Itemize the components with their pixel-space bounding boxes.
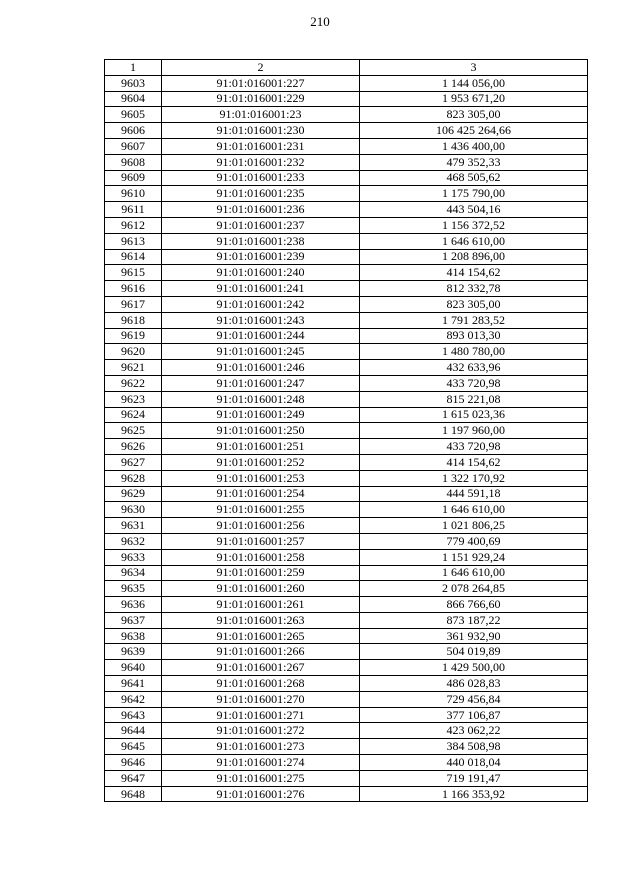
row-index-cell: 9613 <box>105 233 162 249</box>
table-row <box>105 723 588 739</box>
value-cell: 1 436 400,00 <box>360 138 588 154</box>
row-index-cell: 9623 <box>105 391 162 407</box>
row-index-cell: 9604 <box>105 91 162 107</box>
table-row <box>105 533 588 549</box>
table-row <box>105 407 588 423</box>
row-index-cell: 9612 <box>105 217 162 233</box>
row-index-cell: 9641 <box>105 676 162 692</box>
cadastral-number-cell: 91:01:016001:266 <box>162 644 360 660</box>
cadastral-number-cell: 91:01:016001:274 <box>162 755 360 771</box>
value-cell: 1 646 610,00 <box>360 233 588 249</box>
table-row <box>105 502 588 518</box>
table-row <box>105 739 588 755</box>
row-index-cell: 9607 <box>105 138 162 154</box>
value-cell: 1 208 896,00 <box>360 249 588 265</box>
column-header-3: 3 <box>360 60 588 76</box>
cadastral-number-cell: 91:01:016001:260 <box>162 581 360 597</box>
value-cell: 815 221,08 <box>360 391 588 407</box>
table-row <box>105 486 588 502</box>
row-index-cell: 9611 <box>105 202 162 218</box>
value-cell: 414 154,62 <box>360 265 588 281</box>
row-index-cell: 9642 <box>105 691 162 707</box>
cadastral-number-cell: 91:01:016001:247 <box>162 375 360 391</box>
table-row <box>105 75 588 91</box>
table-row <box>105 107 588 123</box>
row-index-cell: 9632 <box>105 533 162 549</box>
row-index-cell: 9617 <box>105 296 162 312</box>
cadastral-number-cell: 91:01:016001:237 <box>162 217 360 233</box>
cadastral-number-cell: 91:01:016001:252 <box>162 454 360 470</box>
row-index-cell: 9614 <box>105 249 162 265</box>
cadastral-number-cell: 91:01:016001:227 <box>162 75 360 91</box>
value-cell: 1 021 806,25 <box>360 518 588 534</box>
value-cell: 873 187,22 <box>360 612 588 628</box>
row-index-cell: 9647 <box>105 770 162 786</box>
value-cell: 1 791 283,52 <box>360 312 588 328</box>
cadastral-number-cell: 91:01:016001:268 <box>162 676 360 692</box>
table-row <box>105 691 588 707</box>
row-index-cell: 9631 <box>105 518 162 534</box>
value-cell: 468 505,62 <box>360 170 588 186</box>
row-index-cell: 9639 <box>105 644 162 660</box>
cadastral-number-cell: 91:01:016001:276 <box>162 786 360 802</box>
cadastral-table <box>104 59 588 802</box>
page-number: 210 <box>310 14 330 29</box>
row-index-cell: 9619 <box>105 328 162 344</box>
cadastral-number-cell: 91:01:016001:248 <box>162 391 360 407</box>
row-index-cell: 9609 <box>105 170 162 186</box>
table-row <box>105 391 588 407</box>
row-index-cell: 9610 <box>105 186 162 202</box>
value-cell: 893 013,30 <box>360 328 588 344</box>
row-index-cell: 9608 <box>105 154 162 170</box>
cadastral-number-cell: 91:01:016001:239 <box>162 249 360 265</box>
row-index-cell: 9628 <box>105 470 162 486</box>
row-index-cell: 9645 <box>105 739 162 755</box>
table-row <box>105 786 588 802</box>
row-index-cell: 9629 <box>105 486 162 502</box>
cadastral-number-cell: 91:01:016001:238 <box>162 233 360 249</box>
table-row <box>105 217 588 233</box>
cadastral-number-cell: 91:01:016001:241 <box>162 281 360 297</box>
cadastral-number-cell: 91:01:016001:267 <box>162 660 360 676</box>
value-cell: 866 766,60 <box>360 597 588 613</box>
table-row <box>105 202 588 218</box>
table-row <box>105 581 588 597</box>
row-index-cell: 9633 <box>105 549 162 565</box>
value-cell: 423 062,22 <box>360 723 588 739</box>
table-row <box>105 91 588 107</box>
value-cell: 1 429 500,00 <box>360 660 588 676</box>
table-row <box>105 597 588 613</box>
table-row <box>105 439 588 455</box>
row-index-cell: 9615 <box>105 265 162 281</box>
table-row <box>105 296 588 312</box>
table-row <box>105 375 588 391</box>
row-index-cell: 9638 <box>105 628 162 644</box>
cadastral-number-cell: 91:01:016001:245 <box>162 344 360 360</box>
cadastral-number-cell: 91:01:016001:230 <box>162 123 360 139</box>
cadastral-number-cell: 91:01:016001:244 <box>162 328 360 344</box>
table-body <box>105 75 588 802</box>
value-cell: 823 305,00 <box>360 296 588 312</box>
row-index-cell: 9624 <box>105 407 162 423</box>
cadastral-number-cell: 91:01:016001:255 <box>162 502 360 518</box>
row-index-cell: 9640 <box>105 660 162 676</box>
table-row <box>105 344 588 360</box>
value-cell: 440 018,04 <box>360 755 588 771</box>
cadastral-number-cell: 91:01:016001:242 <box>162 296 360 312</box>
table-row <box>105 123 588 139</box>
value-cell: 1 156 372,52 <box>360 217 588 233</box>
table-row <box>105 281 588 297</box>
value-cell: 1 197 960,00 <box>360 423 588 439</box>
value-cell: 1 480 780,00 <box>360 344 588 360</box>
cadastral-number-cell: 91:01:016001:261 <box>162 597 360 613</box>
cadastral-number-cell: 91:01:016001:258 <box>162 549 360 565</box>
table-row <box>105 186 588 202</box>
table-row <box>105 249 588 265</box>
value-cell: 1 646 610,00 <box>360 502 588 518</box>
row-index-cell: 9626 <box>105 439 162 455</box>
value-cell: 414 154,62 <box>360 454 588 470</box>
table-row <box>105 265 588 281</box>
row-index-cell: 9644 <box>105 723 162 739</box>
value-cell: 384 508,98 <box>360 739 588 755</box>
cadastral-number-cell: 91:01:016001:231 <box>162 138 360 154</box>
cadastral-number-cell: 91:01:016001:257 <box>162 533 360 549</box>
table-row <box>105 676 588 692</box>
cadastral-number-cell: 91:01:016001:256 <box>162 518 360 534</box>
table-row <box>105 170 588 186</box>
value-cell: 361 932,90 <box>360 628 588 644</box>
table-header-row <box>105 60 588 76</box>
value-cell: 812 332,78 <box>360 281 588 297</box>
cadastral-number-cell: 91:01:016001:270 <box>162 691 360 707</box>
table-row <box>105 660 588 676</box>
cadastral-number-cell: 91:01:016001:251 <box>162 439 360 455</box>
row-index-cell: 9627 <box>105 454 162 470</box>
table-row <box>105 565 588 581</box>
row-index-cell: 9636 <box>105 597 162 613</box>
value-cell: 719 191,47 <box>360 770 588 786</box>
value-cell: 106 425 264,66 <box>360 123 588 139</box>
column-header-2: 2 <box>162 60 360 76</box>
value-cell: 377 106,87 <box>360 707 588 723</box>
table-row <box>105 328 588 344</box>
table-row <box>105 549 588 565</box>
value-cell: 504 019,89 <box>360 644 588 660</box>
column-header-1: 1 <box>105 60 162 76</box>
row-index-cell: 9643 <box>105 707 162 723</box>
value-cell: 444 591,18 <box>360 486 588 502</box>
cadastral-number-cell: 91:01:016001:272 <box>162 723 360 739</box>
value-cell: 1 615 023,36 <box>360 407 588 423</box>
table-row <box>105 707 588 723</box>
value-cell: 433 720,98 <box>360 375 588 391</box>
cadastral-number-cell: 91:01:016001:250 <box>162 423 360 439</box>
value-cell: 1 953 671,20 <box>360 91 588 107</box>
row-index-cell: 9648 <box>105 786 162 802</box>
table-row <box>105 233 588 249</box>
cadastral-number-cell: 91:01:016001:243 <box>162 312 360 328</box>
row-index-cell: 9625 <box>105 423 162 439</box>
table-row <box>105 360 588 376</box>
value-cell: 479 352,33 <box>360 154 588 170</box>
table-row <box>105 770 588 786</box>
row-index-cell: 9603 <box>105 75 162 91</box>
value-cell: 486 028,83 <box>360 676 588 692</box>
row-index-cell: 9646 <box>105 755 162 771</box>
row-index-cell: 9635 <box>105 581 162 597</box>
value-cell: 443 504,16 <box>360 202 588 218</box>
table-row <box>105 518 588 534</box>
cadastral-number-cell: 91:01:016001:235 <box>162 186 360 202</box>
row-index-cell: 9618 <box>105 312 162 328</box>
cadastral-number-cell: 91:01:016001:23 <box>162 107 360 123</box>
value-cell: 1 166 353,92 <box>360 786 588 802</box>
cadastral-number-cell: 91:01:016001:254 <box>162 486 360 502</box>
cadastral-number-cell: 91:01:016001:232 <box>162 154 360 170</box>
cadastral-number-cell: 91:01:016001:275 <box>162 770 360 786</box>
table-row <box>105 138 588 154</box>
row-index-cell: 9634 <box>105 565 162 581</box>
value-cell: 1 646 610,00 <box>360 565 588 581</box>
cadastral-number-cell: 91:01:016001:271 <box>162 707 360 723</box>
cadastral-number-cell: 91:01:016001:246 <box>162 360 360 376</box>
table-row <box>105 470 588 486</box>
value-cell: 1 151 929,24 <box>360 549 588 565</box>
value-cell: 1 144 056,00 <box>360 75 588 91</box>
cadastral-number-cell: 91:01:016001:236 <box>162 202 360 218</box>
table-row <box>105 423 588 439</box>
row-index-cell: 9630 <box>105 502 162 518</box>
value-cell: 432 633,96 <box>360 360 588 376</box>
table-row <box>105 628 588 644</box>
cadastral-number-cell: 91:01:016001:249 <box>162 407 360 423</box>
cadastral-number-cell: 91:01:016001:253 <box>162 470 360 486</box>
table-row <box>105 612 588 628</box>
table-row <box>105 454 588 470</box>
value-cell: 779 400,69 <box>360 533 588 549</box>
table-row <box>105 755 588 771</box>
table-row <box>105 312 588 328</box>
row-index-cell: 9637 <box>105 612 162 628</box>
cadastral-number-cell: 91:01:016001:273 <box>162 739 360 755</box>
cadastral-number-cell: 91:01:016001:259 <box>162 565 360 581</box>
cadastral-number-cell: 91:01:016001:229 <box>162 91 360 107</box>
cadastral-number-cell: 91:01:016001:263 <box>162 612 360 628</box>
value-cell: 1 322 170,92 <box>360 470 588 486</box>
row-index-cell: 9620 <box>105 344 162 360</box>
value-cell: 823 305,00 <box>360 107 588 123</box>
value-cell: 433 720,98 <box>360 439 588 455</box>
row-index-cell: 9622 <box>105 375 162 391</box>
row-index-cell: 9605 <box>105 107 162 123</box>
cadastral-number-cell: 91:01:016001:233 <box>162 170 360 186</box>
row-index-cell: 9606 <box>105 123 162 139</box>
table-row <box>105 154 588 170</box>
table-row <box>105 644 588 660</box>
cadastral-number-cell: 91:01:016001:265 <box>162 628 360 644</box>
value-cell: 2 078 264,85 <box>360 581 588 597</box>
row-index-cell: 9616 <box>105 281 162 297</box>
value-cell: 729 456,84 <box>360 691 588 707</box>
cadastral-number-cell: 91:01:016001:240 <box>162 265 360 281</box>
row-index-cell: 9621 <box>105 360 162 376</box>
value-cell: 1 175 790,00 <box>360 186 588 202</box>
